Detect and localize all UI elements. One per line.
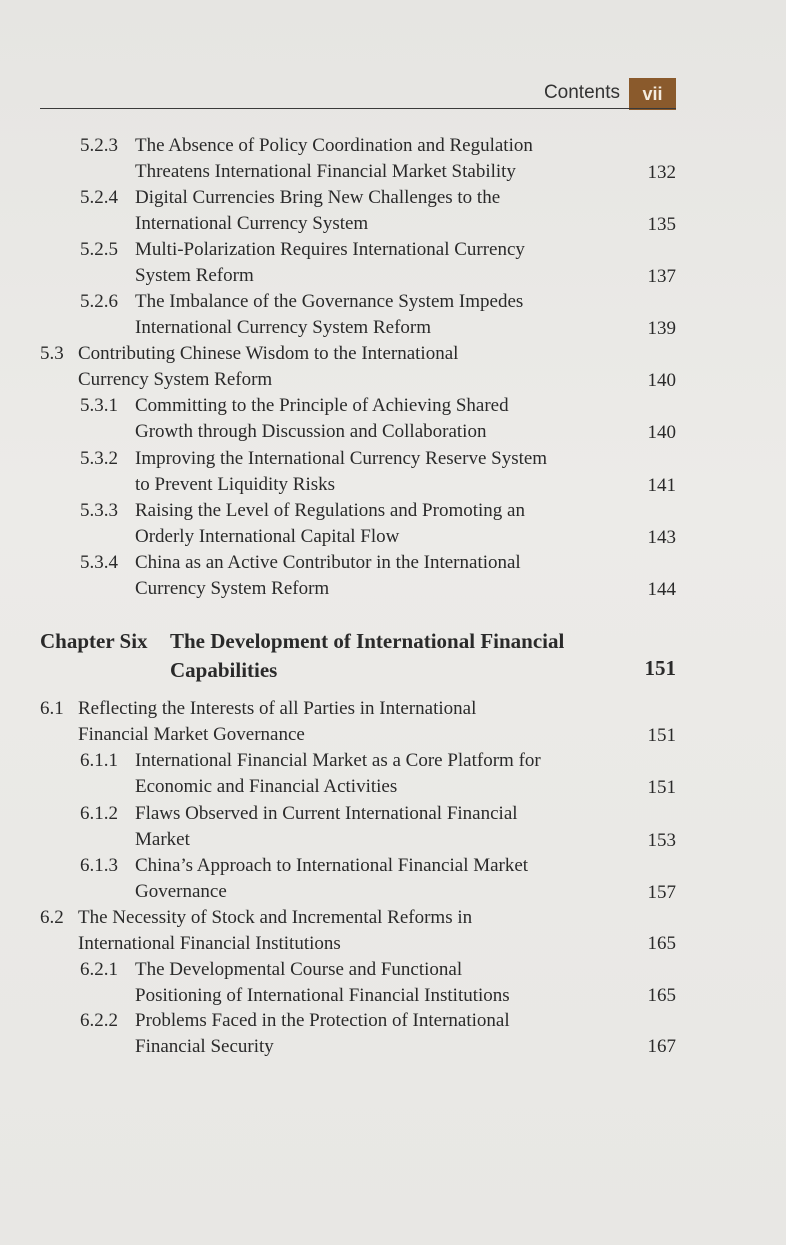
- entry-title-line: Digital Currencies Bring New Challenges to the: [135, 187, 501, 208]
- entry-title-line: System Reform: [135, 265, 254, 286]
- entry-number: 6.1.3: [80, 855, 118, 876]
- entry-title-line: The Necessity of Stock and Incremental Reforms in: [78, 907, 473, 928]
- entry-number: 5.2.6: [80, 291, 118, 312]
- entry-title-line: Multi-Polarization Requires International Currency: [135, 239, 525, 260]
- entry-title-line: to Prevent Liquidity Risks: [135, 474, 336, 495]
- entry-page: 141: [647, 475, 676, 496]
- entry-title-line: Threatens International Financial Market Stability: [135, 161, 516, 182]
- entry-title-line: International Currency System Reform: [135, 317, 432, 338]
- entry-title-line: Flaws Observed in Current International Financial: [135, 803, 518, 824]
- entry-page: 165: [647, 933, 676, 954]
- entry-page: 165: [647, 985, 676, 1006]
- entry-title-line: International Financial Market as a Core Platform for: [135, 750, 541, 771]
- entry-title-line: International Financial Institutions: [78, 933, 341, 954]
- entry-number: 6.2.2: [80, 1010, 118, 1031]
- entry-page: 167: [647, 1036, 676, 1057]
- entry-title-line: Growth through Discussion and Collaboration: [135, 421, 487, 442]
- entry-page: 139: [647, 318, 676, 339]
- entry-title-line: Economic and Financial Activities: [135, 776, 398, 797]
- entry-title-line: International Currency System: [135, 213, 369, 234]
- entry-title-line: The Absence of Policy Coordination and Regulation: [135, 135, 533, 156]
- entry-number: 5.2.5: [80, 239, 118, 260]
- entry-title-line: Reflecting the Interests of all Parties in International: [78, 698, 477, 719]
- entry-title-line: Currency System Reform: [78, 369, 273, 390]
- chapter-title-line: Capabilities: [170, 658, 278, 682]
- entry-title-line: Problems Faced in the Protection of International: [135, 1010, 510, 1031]
- running-header-label: Contents: [543, 82, 620, 103]
- entry-page: 137: [647, 266, 676, 287]
- entry-title-line: Currency System Reform: [135, 578, 330, 599]
- entry-title-line: China’s Approach to International Financial Market: [135, 855, 529, 876]
- entry-title-line: Raising the Level of Regulations and Promoting an: [135, 500, 525, 521]
- chapter-page: 151: [644, 656, 676, 680]
- entry-title-line: Market: [135, 829, 190, 850]
- entry-number: 5.2.3: [80, 135, 118, 156]
- entry-number: 5.3: [40, 343, 64, 364]
- entry-number: 5.2.4: [80, 187, 118, 208]
- entry-number: 6.1.1: [80, 750, 118, 771]
- entry-title-line: Orderly International Capital Flow: [135, 526, 400, 547]
- entry-page: 151: [647, 725, 676, 746]
- entry-number: 6.1: [40, 698, 64, 719]
- entry-page: 140: [647, 370, 676, 391]
- chapter-label: Chapter Six: [40, 629, 148, 653]
- entry-page: 140: [647, 422, 676, 443]
- header-rule: [40, 108, 676, 109]
- entry-title-line: The Imbalance of the Governance System Impedes: [135, 291, 524, 312]
- entry-title-line: Governance: [135, 881, 227, 902]
- entry-number: 5.3.3: [80, 500, 118, 521]
- entry-number: 6.1.2: [80, 803, 118, 824]
- entry-page: 153: [647, 830, 676, 851]
- entry-title-line: Committing to the Principle of Achieving Shared: [135, 395, 509, 416]
- entry-title-line: Contributing Chinese Wisdom to the International: [78, 343, 459, 364]
- entry-title-line: The Developmental Course and Functional: [135, 959, 463, 980]
- entry-title-line: Positioning of International Financial Institutions: [135, 985, 510, 1006]
- entry-number: 5.3.1: [80, 395, 118, 416]
- entry-page: 144: [647, 579, 676, 600]
- entry-page: 143: [647, 527, 676, 548]
- entry-number: 5.3.2: [80, 448, 118, 469]
- entry-number: 6.2: [40, 907, 64, 928]
- entry-page: 135: [647, 214, 676, 235]
- entry-page: 157: [647, 882, 676, 903]
- chapter-title-line: The Development of International Financial: [170, 629, 565, 653]
- entry-title-line: Financial Security: [135, 1036, 274, 1057]
- entry-number: 5.3.4: [80, 552, 118, 573]
- entry-page: 132: [647, 162, 676, 183]
- entry-title-line: China as an Active Contributor in the International: [135, 552, 521, 573]
- entry-page: 151: [647, 777, 676, 798]
- entry-title-line: Financial Market Governance: [78, 724, 305, 745]
- entry-number: 6.2.1: [80, 959, 118, 980]
- page-number-tab: vii: [629, 78, 676, 110]
- entry-title-line: Improving the International Currency Reserve System: [135, 448, 548, 469]
